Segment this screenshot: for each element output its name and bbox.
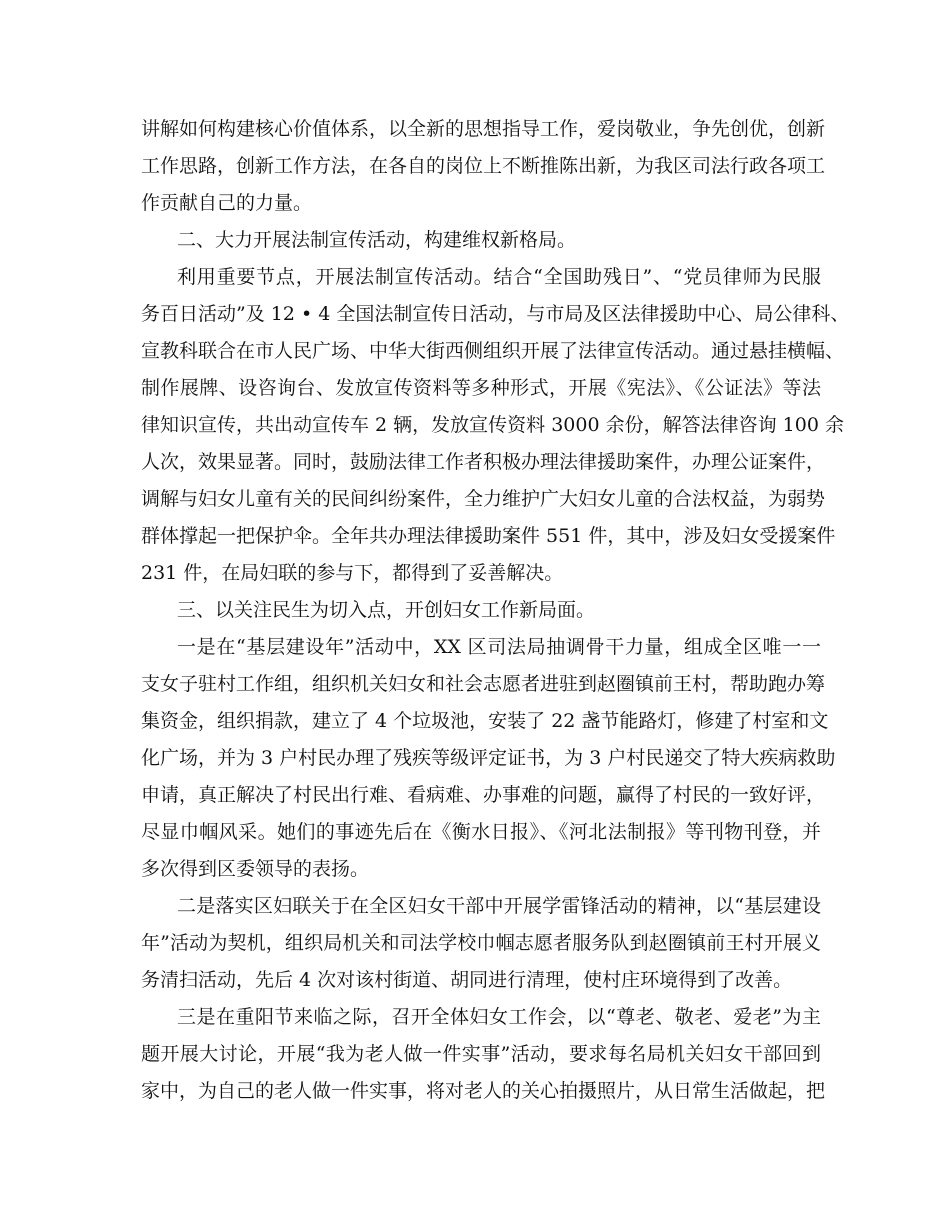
paragraph-line: 调解与妇女儿童有关的民间纠纷案件，全力维护广大妇女儿童的合法权益，为弱势 [141,488,826,510]
paragraph-line: 集资金，组织捐款，建立了 4 个垃圾池，安装了 22 盏节能路灯，修建了村室和文 [141,710,829,732]
paragraph-line: 题开展大讨论，开展“我为老人做一件实事”活动，要求每名局机关妇女干部回到 [141,1043,821,1065]
paragraph-line: 化广场，并为 3 户村民办理了残疾等级评定证书，为 3 户村民递交了特大疾病救助 [141,747,836,769]
section-heading: 三、以关注民生为切入点，开创妇女工作新局面。 [177,599,596,621]
paragraph-line: 231 件，在局妇联的参与下，都得到了妥善解决。 [141,562,564,584]
paragraph-line: 宣教科联合在市人民广场、中华大街西侧组织开展了法律宣传活动。通过悬挂横幅、 [141,340,845,362]
paragraph-line: 务百日活动”及 12 • 4 全国法制宣传日活动，与市局及区法律援助中心、局公律科、 [141,303,850,325]
paragraph-line: 制作展牌、设咨询台、发放宣传资料等多种形式，开展《宪法》、《公证法》等法 [141,377,821,399]
paragraph-line: 务清扫活动，先后 4 次对该村街道、胡同进行清理，使村庄环境得到了改善。 [141,969,793,991]
paragraph-line: 二是落实区妇联关于在全区妇女干部中开展学雷锋活动的精神，以“基层建设 [177,895,821,917]
paragraph-line: 年”活动为契机，组织局机关和司法学校巾帼志愿者服务队到赵圈镇前王村开展义 [141,932,821,954]
paragraph-line: 多次得到区委领导的表扬。 [141,858,370,880]
paragraph-line: 讲解如何构建核心价值体系，以全新的思想指导工作，爱岗敬业，争先创优，创新 [141,118,826,140]
paragraph-line: 律知识宣传，共出动宣传车 2 辆，发放宣传资料 3000 余份，解答法律咨询 100 余 [141,414,844,436]
paragraph-line: 利用重要节点，开展法制宣传活动。结合“全国助残日”、“党员律师为民服 [177,266,821,288]
section-heading: 二、大力开展法制宣传活动，构建维权新格局。 [177,229,577,251]
paragraph-line: 群体撑起一把保护伞。全年共办理法律援助案件 551 件，其中，涉及妇女受援案件 [141,525,836,547]
paragraph-line: 尽显巾帼风采。她们的事迹先后在《衡水日报》、《河北法制报》等刊物刊登，并 [141,821,821,843]
paragraph-line: 一是在“基层建设年”活动中，XX 区司法局抽调骨干力量，组成全区唯一一 [177,636,821,658]
paragraph-line: 人次，效果显著。同时，鼓励法律工作者积极办理法律援助案件，办理公证案件， [141,451,826,473]
paragraph-line: 三是在重阳节来临之际，召开全体妇女工作会，以“尊老、敬老、爱老”为主 [177,1006,821,1028]
paragraph-line: 家中，为自己的老人做一件实事，将对老人的关心拍摄照片，从日常生活做起，把 [141,1080,826,1102]
paragraph-line: 申请，真正解决了村民出行难、看病难、办事难的问题，赢得了村民的一致好评， [141,784,826,806]
document-body [141,111,850,1110]
paragraph-line: 工作思路，创新工作方法，在各自的岗位上不断推陈出新，为我区司法行政各项工 [141,155,826,177]
paragraph-line: 支女子驻村工作组，组织机关妇女和社会志愿者进驻到赵圈镇前王村，帮助跑办筹 [141,673,826,695]
paragraph-line: 作贡献自己的力量。 [141,192,313,214]
